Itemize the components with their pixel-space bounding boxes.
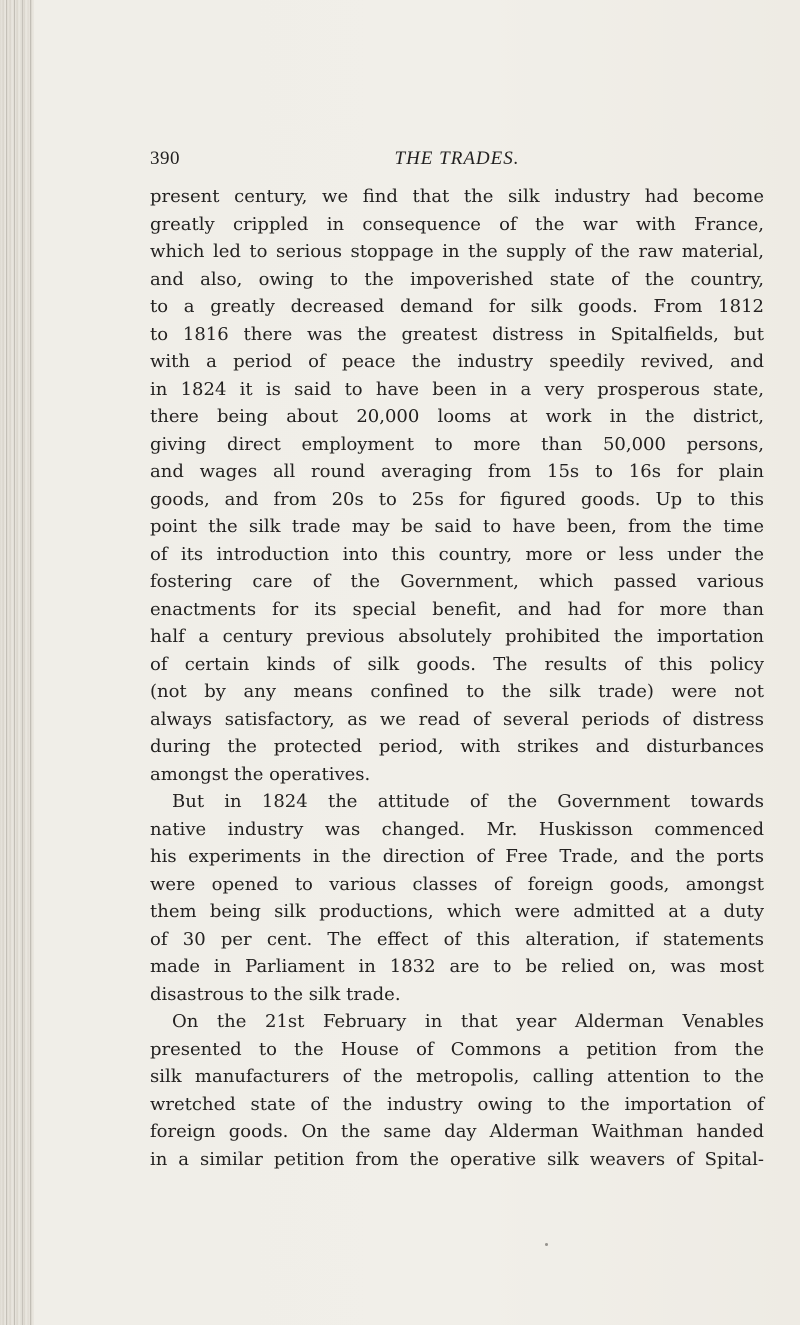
text-line: native industry was changed. Mr. Huskisson commenced: [150, 818, 764, 840]
text-line: silk manufacturers of the metropolis, calling attention to the: [150, 1066, 764, 1087]
text-line: during the protected period, with strikes and disturbances: [150, 736, 764, 757]
running-title: THE TRADES.: [394, 148, 520, 169]
text-line: and wages all round averaging from 15s to 16s for plain: [150, 461, 764, 482]
text-line: in 1824 it is said to have been in a very prosperous state,: [150, 378, 764, 400]
text-line: to 1816 there was the greatest distress in Spitalfields, but: [150, 323, 764, 345]
text-line: foreign goods. On the same day Alderman Waithman handed: [150, 1121, 764, 1142]
paragraph-start-line: On the 21st February in that year Alderman Venables: [172, 1011, 764, 1032]
text-line: point the silk trade may be said to have been, from the time: [150, 516, 764, 537]
text-line: enactments for its special benefit, and had for more than: [150, 598, 764, 620]
text-line: half a century previous absolutely prohibited the importation: [150, 626, 764, 647]
text-line: of certain kinds of silk goods. The results of this policy: [150, 653, 764, 675]
text-line: made in Parliament in 1832 are to be relied on, was most: [150, 956, 764, 977]
text-line: were opened to various classes of foreign goods, amongst: [150, 873, 764, 895]
text-line: his experiments in the direction of Free Trade, and the ports: [150, 846, 764, 867]
text-line: in a similar petition from the operative silk weavers of Spital-: [150, 1148, 764, 1170]
text-line: (not by any means confined to the silk trade) were not: [150, 681, 764, 702]
text-line: greatly crippled in consequence of the war with France,: [150, 213, 764, 235]
gutter-line: [22, 0, 23, 1325]
text-line: of its introduction into this country, more or less under the: [150, 543, 764, 565]
body-text: [150, 183, 764, 1173]
gutter-line: [30, 0, 31, 1325]
page-number: 390: [150, 148, 180, 169]
text-line: them being silk productions, which were admitted at a duty: [150, 901, 764, 922]
text-line: fostering care of the Government, which passed various: [150, 571, 764, 592]
text-line: present century, we find that the silk industry had become: [150, 186, 764, 207]
paragraph-end-line: disastrous to the silk trade.: [150, 983, 401, 1005]
text-line: giving direct employment to more than 50,000 persons,: [150, 433, 764, 455]
text-line: goods, and from 20s to 25s for figured goods. Up to this: [150, 488, 764, 510]
text-line: there being about 20,000 looms at work in the district,: [150, 406, 764, 427]
gutter-line: [6, 0, 7, 1325]
paragraph-end-line: amongst the operatives.: [150, 763, 371, 785]
text-line: and also, owing to the impoverished state of the country,: [150, 268, 764, 290]
page-header: [150, 148, 764, 178]
text-line: to a greatly decreased demand for silk goods. From 1812: [150, 296, 764, 317]
text-line: with a period of peace the industry speedily revived, and: [150, 351, 764, 372]
text-line: of 30 per cent. The effect of this alteration, if statements: [150, 928, 764, 950]
text-line: wretched state of the industry owing to the importation of: [150, 1093, 764, 1115]
text-line: presented to the House of Commons a petition from the: [150, 1038, 764, 1060]
gutter-line: [14, 0, 15, 1325]
paper-speck: [545, 1243, 548, 1246]
text-line: always satisfactory, as we read of several periods of distress: [150, 708, 764, 730]
paragraph-start-line: But in 1824 the attitude of the Government towards: [172, 791, 764, 812]
text-line: which led to serious stoppage in the supply of the raw material,: [150, 241, 764, 262]
